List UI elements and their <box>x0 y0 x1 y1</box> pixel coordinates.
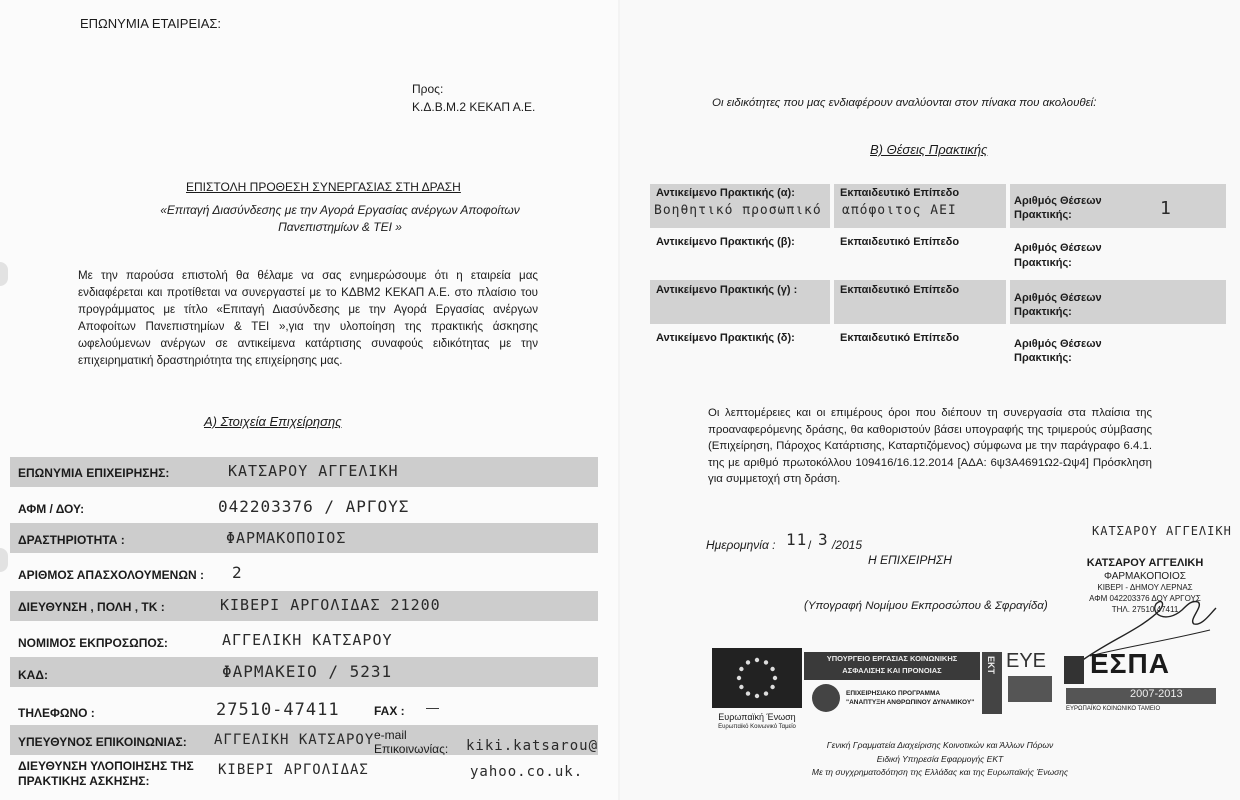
position-b-subject-label: Αντικείμενο Πρακτικής (β): <box>656 236 795 248</box>
recipient-value: Κ.Δ.Β.Μ.2 ΚΕΚΑΠ Α.Ε. <box>412 100 536 114</box>
field-label-address: ΔΙΕΥΘΥΝΣΗ , ΠΟΛΗ , ΤΚ : <box>18 600 165 614</box>
position-c-count-label: Αριθμός Θέσεων <box>1014 292 1102 304</box>
date-month: 3 <box>818 530 829 549</box>
field-label-email-line2: Επικοινωνίας: <box>374 742 449 756</box>
punch-hole <box>0 262 8 286</box>
program-line1: ΕΠΙΧΕΙΡΗΣΙΑΚΟ ΠΡΟΓΡΑΜΜΑ <box>846 690 941 697</box>
eu-caption: Ευρωπαϊκή Ένωση <box>718 712 796 722</box>
eu-subcaption: Ευρωπαϊκό Κοινωνικό Ταμείο <box>718 724 796 730</box>
field-label-contact-person: ΥΠΕΥΘΥΝΟΣ ΕΠΙΚΟΙΝΩΝΙΑΣ: <box>18 735 187 749</box>
field-value-tax-id: 042203376 / ΑΡΓΟΥΣ <box>218 497 410 516</box>
field-value-impl-address: ΚΙΒΕΡΙ ΑΡΓΟΛΙΔΑΣ <box>218 762 369 778</box>
position-a-count-label-line2: Πρακτικής: <box>1014 209 1072 221</box>
eu-star-icon <box>773 676 777 680</box>
field-value-activity: ΦΑΡΜΑΚΟΠΟΙΟΣ <box>226 529 347 547</box>
footer-line2: Ειδική Υπηρεσία Εφαρμογής ΕΚΤ <box>876 754 1004 764</box>
eu-star-icon <box>737 676 741 680</box>
eu-star-icon <box>755 694 759 698</box>
field-value-company-name: ΚΑΤΣΑΡΟΥ ΑΓΓΕΛΙΚΗ <box>228 462 399 480</box>
eu-star-icon <box>755 658 759 662</box>
position-d-subject-label: Αντικείμενο Πρακτικής (δ): <box>656 332 795 344</box>
date-label: Ημερομηνία : <box>706 538 776 552</box>
eu-star-icon <box>764 691 768 695</box>
field-label-email: e-mail <box>374 728 407 742</box>
position-b-count-label-line2: Πρακτικής: <box>1014 257 1072 269</box>
position-d-count-label: Αριθμός Θέσεων <box>1014 338 1102 350</box>
eu-star-icon <box>739 685 743 689</box>
terms-text: Οι λεπτομέρειες και οι επιμέρους όροι που διέπουν τη συνεργασία στα πλαίσια της προαναφερόμενης δράσης, θα καθοριστούν βάσει υπογραφής της τριμερούς σύμβασης (Επιχείρηση, Πάροχος Κατάρτισης, Καταρτιζόμενος) σύμφωνα με την παράγραφο 6.4.1. της με αριθμό πρωτοκόλλου 109416/16.12.2014 [ΑΔΑ: 6ψ3Α4691Ω2-Ωψ4] Πρόσκληση για συμμετοχή στη δράση. <box>708 407 1152 485</box>
position-b-count-label: Αριθμός Θέσεων <box>1014 242 1102 254</box>
stamp-line2: ΦΑΡΜΑΚΟΠΟΙΟΣ <box>1104 571 1186 582</box>
eu-star-icon <box>746 691 750 695</box>
date-day: 11 <box>786 530 808 549</box>
position-a-count-value: 1 <box>1160 198 1172 219</box>
company-heading: ΕΠΩΝΥΜΙΑ ΕΤΑΙΡΕΙΑΣ: <box>80 16 222 31</box>
espa-label: ΕΣΠΑ <box>1090 648 1170 679</box>
punch-hole <box>0 548 8 572</box>
position-d-edu-label: Εκπαιδευτικό Επίπεδο <box>840 332 960 344</box>
letter-body: Με την παρούσα επιστολή θα θέλαμε να σας ενημερώσουμε ότι η εταιρεία μας ενδιαφέρεται και προτίθεται να συνεργαστεί με το ΚΔΒΜ2 ΚΕΚΑΠ Α.Ε. στο πλαίσιο του προγράμματος με τίτλο «Επιταγή Διασύνδεσης με την Αγορά Εργασίας ανέργων Αποφοίτων Πανεπιστημίων & ΤΕΙ »,για την υλοποίηση της πρακτικής άσκησης ωφελούμενων ανέργων σε αντικείμενα κατάρτισης συναφούς ειδικότητας με την επιχειρηματική δραστηριότητα της επιχείρησης μας. <box>78 269 538 367</box>
eu-star-icon <box>746 660 750 664</box>
field-value-email: kiki.katsarou@ <box>466 738 599 754</box>
position-c-subject-label: Αντικείμενο Πρακτικής (γ) : <box>656 284 798 296</box>
field-value-contact-person: ΑΓΓΕΛΙΚΗ ΚΑΤΣΑΡΟΥ <box>214 732 375 748</box>
company-signature-label: Η ΕΠΙΧΕΙΡΗΣΗ <box>868 553 952 567</box>
ministry-line2: ΑΣΦΑΛΙΣΗΣ ΚΑΙ ΠΡΟΝΟΙΑΣ <box>842 666 942 675</box>
position-a-count-label: Αριθμός Θέσεων <box>1014 195 1102 207</box>
right-page <box>620 0 1240 800</box>
date-year: /2015 <box>832 538 863 552</box>
field-label-kad: ΚΑΔ: <box>18 668 48 682</box>
field-label-fax: FAX : <box>374 704 405 718</box>
field-label-activity: ΔΡΑΣΤΗΡΙΟΤΗΤΑ : <box>18 533 125 547</box>
field-label-impl-address-line2: ΠΡΑΚΤΙΚΗΣ ΑΣΚΗΣΗΣ: <box>18 774 150 788</box>
date-separator: / <box>808 538 812 552</box>
left-page <box>0 0 618 800</box>
recipient-label: Προς: <box>412 82 444 96</box>
section-a-heading: Α) Στοιχεία Επιχείρησης <box>204 414 342 429</box>
ministry-line1: ΥΠΟΥΡΓΕΙΟ ΕΡΓΑΣΙΑΣ ΚΟΙΝΩΝΙΚΗΣ <box>826 654 958 663</box>
eye-label: ΕΥΕ <box>1006 650 1047 672</box>
position-a-edu-label: Εκπαιδευτικό Επίπεδο <box>840 187 960 199</box>
signature-caption: (Υπογραφή Νομίμου Εκπροσώπου & Σφραγίδα) <box>804 600 1048 612</box>
field-value-kad: ΦΑΡΜΑΚΕΙΟ / 5231 <box>222 662 393 681</box>
field-value-address: ΚΙΒΕΡΙ ΑΡΓΟΛΙΔΑΣ 21200 <box>220 596 441 614</box>
section-b-heading: Β) Θέσεις Πρακτικής <box>870 142 988 157</box>
field-label-impl-address: ΔΙΕΥΘΥΝΣΗ ΥΛΟΠΟΙΗΣΗΣ ΤΗΣ <box>18 759 194 773</box>
espa-years: 2007-2013 <box>1130 688 1183 700</box>
field-value-fax: — <box>426 700 439 715</box>
field-label-company-name: ΕΠΩΝΥΜΙΑ ΕΠΙΧΕΙΡΗΣΗΣ: <box>18 466 170 480</box>
field-value-phone: 27510-47411 <box>216 700 340 720</box>
eu-star-icon <box>764 660 768 664</box>
stamp-line1: ΚΑΤΣΑΡΟΥ ΑΓΓΕΛΙΚΗ <box>1086 557 1204 569</box>
ekt-label: ΕΚΤ <box>986 656 996 674</box>
eu-flag-icon <box>712 648 802 708</box>
stamp-line3: ΚΙΒΕΡΙ - ΔΗΜΟΥ ΛΕΡΝΑΣ <box>1097 583 1193 592</box>
position-a-edu-value: απόφοιτος ΑΕΙ <box>842 203 957 218</box>
espa-caption: ΕΥΡΩΠΑΪΚΟ ΚΟΙΝΩΝΙΚΟ ΤΑΜΕΙΟ <box>1066 706 1161 712</box>
field-value-legal-rep: ΑΓΓΕΛΙΚΗ ΚΑΤΣΑΡΟΥ <box>222 631 393 649</box>
footer-line3: Με τη συγχρηματοδότηση της Ελλάδας και της Ευρωπαϊκής Ένωσης <box>811 767 1069 777</box>
eu-star-icon <box>739 667 743 671</box>
letter-title: ΕΠΙΣΤΟΛΗ ΠΡΟΘΕΣΗ ΣΥΝΕΡΓΑΣΙΑΣ ΣΤΗ ΔΡΑΣΗ <box>186 180 461 194</box>
positions-intro: Οι ειδικότητες που μας ενδιαφέρουν αναλύονται στον πίνακα που ακολουθεί: <box>712 97 1097 109</box>
position-c-count-label-line2: Πρακτικής: <box>1014 306 1072 318</box>
field-label-tax-id: ΑΦΜ / ΔΟΥ: <box>18 502 85 516</box>
field-label-employees: ΑΡΙΘΜΟΣ ΑΠΑΣΧΟΛΟΥΜΕΝΩΝ : <box>18 568 204 582</box>
field-label-phone: ΤΗΛΕΦΩΝΟ : <box>18 706 95 720</box>
handwritten-name: ΚΑΤΣΑΡΟΥ ΑΓΓΕΛΙΚΗ <box>1092 524 1232 538</box>
eu-star-icon <box>770 685 774 689</box>
eu-star-icon <box>770 667 774 671</box>
field-label-legal-rep: ΝΟΜΙΜΟΣ ΕΚΠΡΟΣΩΠΟΣ: <box>18 636 168 650</box>
position-b-edu-label: Εκπαιδευτικό Επίπεδο <box>840 236 960 248</box>
espa-mark-icon <box>1064 656 1084 684</box>
position-a-subject-value: Βοηθητικό προσωπικό <box>654 203 822 218</box>
position-a-subject-label: Αντικείμενο Πρακτικής (α): <box>656 187 795 199</box>
eye-logo-icon <box>1008 676 1052 702</box>
field-value-email-line2: yahoo.co.uk. <box>470 764 584 780</box>
field-value-employees: 2 <box>232 563 243 582</box>
program-line2: "ΑΝΑΠΤΥΞΗ ΑΝΘΡΩΠΙΝΟΥ ΔΥΝΑΜΙΚΟΥ" <box>846 699 975 706</box>
footer-line1: Γενική Γραμματεία Διαχείρισης Κοινοτικών και Άλλων Πόρων <box>826 740 1054 750</box>
program-title-line2: Πανεπιστημίων & ΤΕΙ » <box>278 220 402 234</box>
stamp-line4: ΑΦΜ 042203376 ΔΟΥ ΑΡΓΟΥΣ <box>1089 594 1201 603</box>
program-title-line1: «Επιταγή Διασύνδεσης με την Αγορά Εργασίας ανέργων Αποφοίτων <box>160 203 520 217</box>
hellenic-emblem-icon <box>812 684 840 712</box>
stamp-line5: ΤΗΛ. 27510 47411 <box>1111 605 1179 614</box>
position-d-count-label-line2: Πρακτικής: <box>1014 352 1072 364</box>
position-c-edu-label: Εκπαιδευτικό Επίπεδο <box>840 284 960 296</box>
